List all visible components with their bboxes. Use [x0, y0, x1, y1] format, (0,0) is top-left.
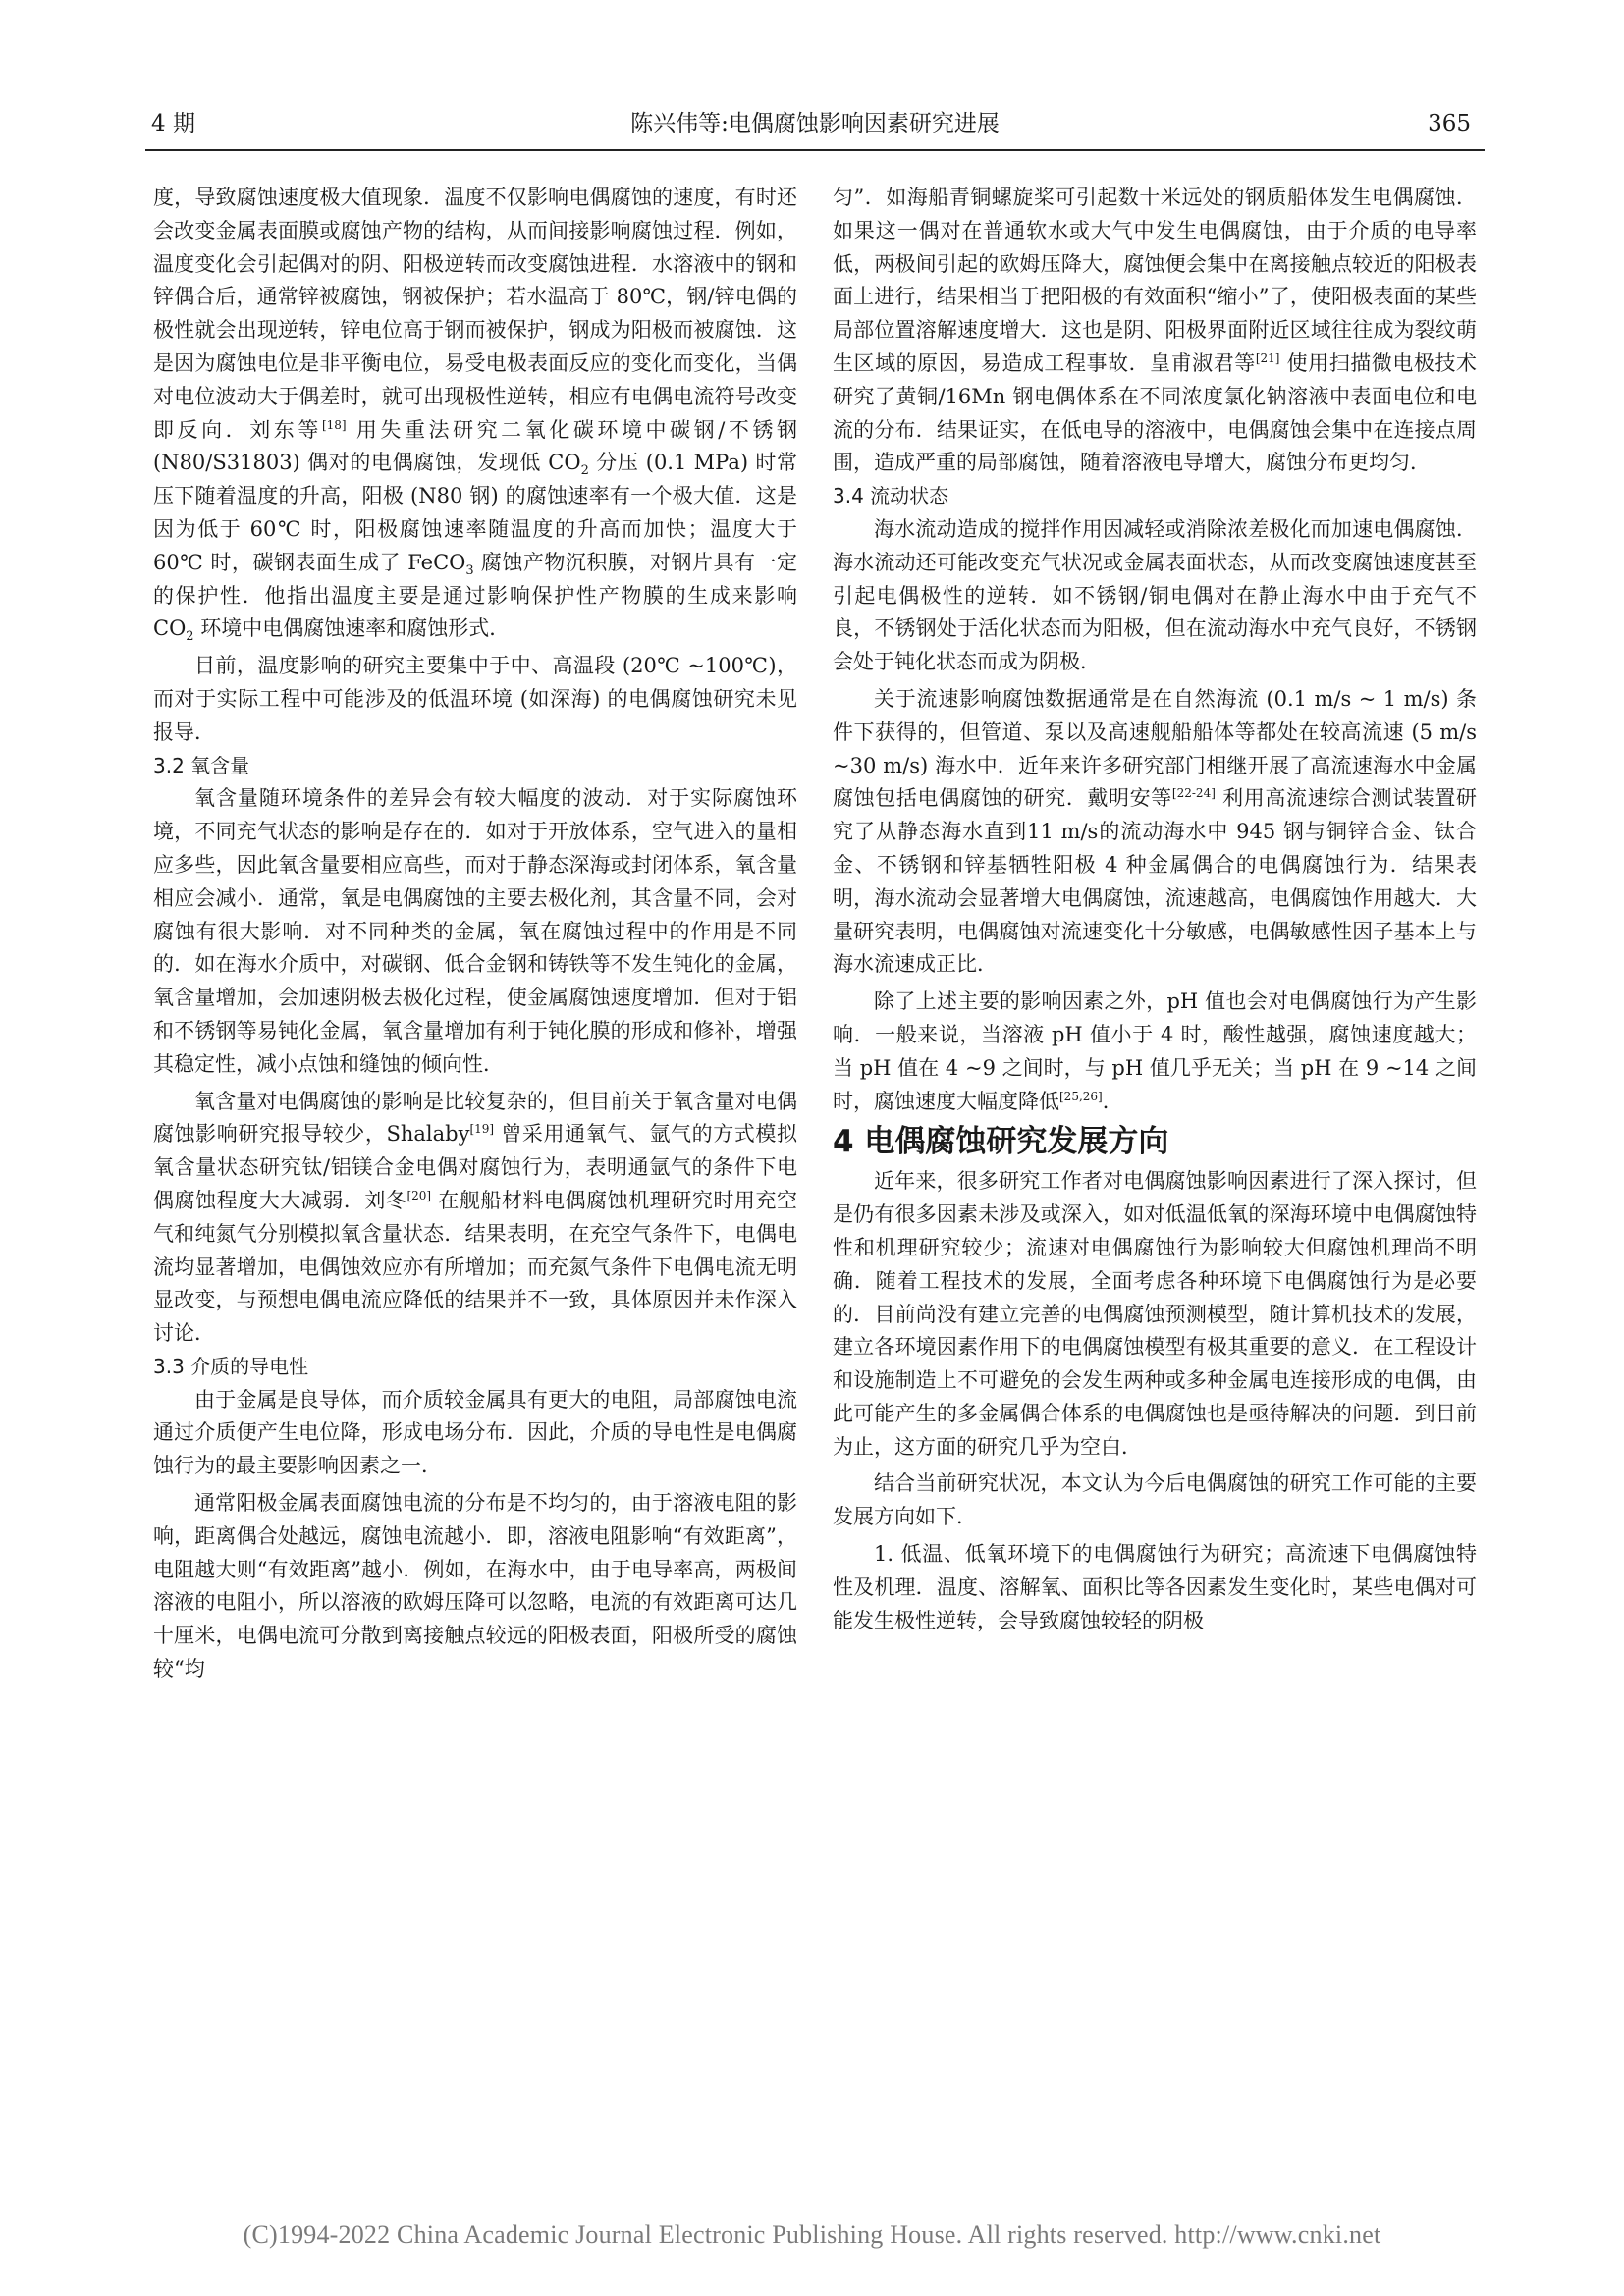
left-column — [153, 182, 797, 1686]
paragraph: 通常阳极金属表面腐蚀电流的分布是不均匀的，由于溶液电阻的影响，距离偶合处越远，腐蚀电流越小．即，溶液电阻影响“有效距离”，电阻越大则“有效距离”越小．例如，在海水中，由于电导率高，两极间溶液的电阻小，所以溶液的欧姆压降可以忽略，电流的有效距离可达几十厘米，电偶电流可分散到离接触点较远的阳极表面，阳极所受的腐蚀较“均 — [153, 1491, 797, 1682]
paragraph: 海水流动造成的搅拌作用因减轻或消除浓差极化而加速电偶腐蚀．海水流动还可能改变充气状况或金属表面状态，从而改变腐蚀速度甚至引起电偶极性的逆转．如不锈钢/铜电偶对在静止海水中由于充气不良，不锈钢处于活化状态而为阳极，但在流动海水中充气良好，不锈钢会处于钝化状态而成为阴极． — [833, 516, 1477, 674]
paragraph: 氧含量随环境条件的差异会有较大幅度的波动．对于实际腐蚀环境，不同充气状态的影响是存在的．如对于开放体系，空气进入的量相应多些，因此氧含量要相应高些，而对于静态深海或封闭体系，氧含量相应会减小．通常，氧是电偶腐蚀的主要去极化剂，其含量不同，会对腐蚀有很大影响．对不同种类的金属，氧在腐蚀过程中的作用是不同的．如在海水介质中，对碳钢、低合金钢和铸铁等不发生钝化的金属，氧含量增加，会加速阴极去极化过程，使金属腐蚀速度增加．但对于铝和不锈钢等易钝化金属，氧含量增加有利于钝化膜的形成和修补，增强其稳定性，减小点蚀和缝蚀的倾向性． — [153, 786, 797, 1076]
paragraph: 1. 低温、低氧环境下的电偶腐蚀行为研究；高流速下电偶腐蚀特性及机理．温度、溶解氧、面积比等各因素发生变化时，某些电偶对可能发生极性逆转，会导致腐蚀较轻的阴极 — [833, 1542, 1477, 1632]
citation[interactable]: [21] — [1255, 350, 1280, 365]
citation[interactable]: [18] — [321, 417, 347, 432]
citation[interactable]: [22-24] — [1171, 786, 1216, 801]
copyright-footer: (C)1994-2022 China Academic Journal Electronic Publishing House. All rights reserved. http://www.cnki.net — [243, 2220, 1381, 2249]
page-number: 365 — [1428, 111, 1471, 136]
paragraph: 结合当前研究状况，本文认为今后电偶腐蚀的研究工作可能的主要发展方向如下． — [833, 1471, 1477, 1529]
running-title: 陈兴伟等:电偶腐蚀影响因素研究进展 — [630, 111, 1000, 136]
right-column — [833, 182, 1477, 1637]
header-divider — [145, 149, 1485, 151]
subsection-heading: 3.2 氧含量 — [153, 753, 250, 777]
paragraph: 由于金属是良导体，而介质较金属具有更大的电阻，局部腐蚀电流通过介质便产生电位降，形成电场分布．因此，介质的导电性是电偶腐蚀行为的最主要影响因素之一． — [153, 1387, 797, 1478]
subsection-heading: 3.4 流动状态 — [833, 484, 949, 508]
citation[interactable]: [20] — [406, 1188, 432, 1202]
issue-number: 4 期 — [151, 111, 195, 136]
section-heading: 4 电偶腐蚀研究发展方向 — [833, 1124, 1169, 1160]
citation[interactable]: [25,26] — [1059, 1089, 1103, 1103]
subsection-heading: 3.3 介质的导电性 — [153, 1354, 309, 1378]
paragraph: 除了上述主要的影响因素之外，pH 值也会对电偶腐蚀行为产生影响．一般来说，当溶液 pH 值小于 4 时，酸性越强，腐蚀速度越大；当 pH 值在 4 ~9 之间时，与 pH 值几乎无关；当 pH 在 9 ~14 之间时，腐蚀速度大幅度降低[25,26]． — [833, 989, 1477, 1113]
paragraph: 度，导致腐蚀速度极大值现象．温度不仅影响电偶腐蚀的速度，有时还会改变金属表面膜或腐蚀产物的结构，从而间接影响腐蚀过程．例如，温度变化会引起偶对的阴、阳极逆转而改变腐蚀进程．水溶液中的钢和锌偶合后，通常锌被腐蚀，钢被保护；若水温高于 80℃，钢/锌电偶的极性就会出现逆转，锌电位高于钢而被保护，钢成为阳极而被腐蚀．这是因为腐蚀电位是非平衡电位，易受电极表面反应的变化而变化，当偶对电位波动大于偶差时，就可出现极性逆转，相应有电偶电流符号改变即反向．刘东等[18] 用失重法研究二氧化碳环境中碳钢/不锈钢 (N80/S31803) 偶对的电偶腐蚀，发现低 $CO_2$ 分压 (0.1 MPa) 时常压下随着温度的升高，阳极 (N80 钢) 的腐蚀速率有一个极大值．这是因为低于 60℃ 时，阳极腐蚀速率随温度的升高而加快；温度大于 60℃ 时，碳钢表面生成了 FeCO$_3$ 腐蚀产物沉积膜，对钢片具有一定的保护性．他指出温度主要是通过影响保护性产物膜的生成来影响 $CO_2$ 环境中电偶腐蚀速率和腐蚀形式． — [153, 186, 798, 645]
paragraph: 近年来，很多研究工作者对电偶腐蚀影响因素进行了深入探讨，但是仍有很多因素未涉及或深入，如对低温低氧的深海环境中电偶腐蚀特性和机理研究较少；流速对电偶腐蚀行为影响较大但腐蚀机理尚不明确．随着工程技术的发展，全面考虑各种环境下电偶腐蚀行为是必要的．目前尚没有建立完善的电偶腐蚀预测模型，随计算机技术的发展，建立各环境因素作用下的电偶腐蚀模型有极其重要的意义．在工程设计和设施制造上不可避免的会发生两种或多种金属电连接形成的电偶，由此可能产生的多金属偶合体系的电偶腐蚀也是亟待解决的问题．到目前为止，这方面的研究几乎为空白． — [833, 1169, 1477, 1459]
citation[interactable]: [19] — [469, 1122, 495, 1137]
paragraph: 匀”．如海船青铜螺旋桨可引起数十米远处的钢质船体发生电偶腐蚀．如果这一偶对在普通软水或大气中发生电偶腐蚀，由于介质的电导率低，两极间引起的欧姆压降大，腐蚀便会集中在离接触点较近的阳极表面上进行，结果相当于把阳极的有效面积“缩小”了，使阳极表面的某些局部位置溶解速度增大．这也是阴、阳极界面附近区域往往成为裂纹萌生区域的原因，易造成工程事故．皇甫淑君等[21] 使用扫描微电极技术研究了黄铜/16Mn 钢电偶体系在不同浓度氯化钠溶液中表面电位和电流的分布．结果证实，在低电导的溶液中，电偶腐蚀会集中在连接点周围，造成严重的局部腐蚀，随着溶液电导增大，腐蚀分布更均匀． — [833, 186, 1477, 475]
running-header — [145, 104, 1485, 143]
paragraph: 目前，温度影响的研究主要集中于中、高温段 (20℃ ~100℃)，而对于实际工程中可能涉及的低温环境 (如深海) 的电偶腐蚀研究未见报导． — [153, 654, 797, 744]
paragraph: 关于流速影响腐蚀数据通常是在自然海流 (0.1 m/s ~ 1 m/s) 条件下获得的，但管道、泵以及高速舰船船体等都处在较高流速 (5 m/s ~30 m/s) 海水中．近年来许多研究部门相继开展了高流速海水中金属腐蚀包括电偶腐蚀的研究．戴明安等[22-24] 利用高流速综合测试装置研究了从静态海水直到11 m/s的流动海水中 945 钢与铜锌合金、钛合金、不锈钢和锌基牺牲阳极 4 种金属偶合的电偶腐蚀行为．结果表明，海水流动会显著增大电偶腐蚀，流速越高，电偶腐蚀作用越大．大量研究表明，电偶腐蚀对流速变化十分敏感，电偶敏感性因子基本上与海水流速成正比． — [833, 686, 1477, 977]
paragraph: 氧含量对电偶腐蚀的影响是比较复杂的，但目前关于氧含量对电偶腐蚀影响研究报导较少，Shalaby[19] 曾采用通氧气、氩气的方式模拟氧含量状态研究钛/铝镁合金电偶对腐蚀行为，表明通氩气的条件下电偶腐蚀程度大大减弱．刘冬[20] 在舰船材料电偶腐蚀机理研究时用充空气和纯氮气分别模拟氧含量状态．结果表明，在充空气条件下，电偶电流均显著增加，电偶蚀效应亦有所增加；而充氮气条件下电偶电流无明显改变，与预想电偶电流应降低的结果并不一致，具体原因并未作深入讨论． — [153, 1089, 797, 1346]
